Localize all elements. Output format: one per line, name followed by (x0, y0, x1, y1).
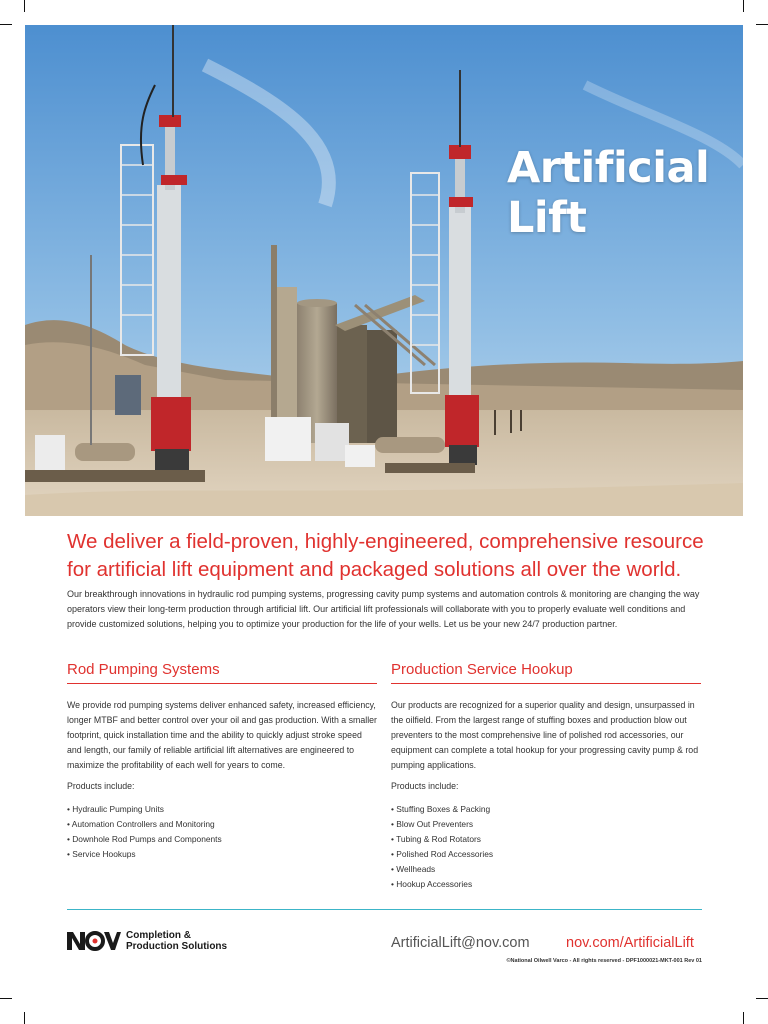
intro-paragraph: Our breakthrough innovations in hydraulic rod pumping systems, progressing cavity pump systems and automation controls & monitoring are changing the way operators view their long-term production through artificial lift. Our artificial lift professionals will collaborate with you to properly evaluate well conditions and provide customized solutions, helping you to optimize your production for the life of your wells. Let us be your new 24/7 production partner. (67, 589, 700, 629)
crop-mark (743, 1012, 744, 1024)
production-hookup-products-list (391, 802, 701, 892)
list-item: • Hydraulic Pumping Units (67, 804, 164, 814)
list-item: • Hookup Accessories (391, 879, 473, 889)
crop-mark (0, 24, 12, 25)
logo-text (126, 930, 227, 952)
list-item: • Blow Out Preventers (391, 819, 474, 829)
crop-mark (756, 998, 768, 999)
list-item: • Tubing & Rod Rotators (391, 834, 481, 844)
footer-divider (67, 909, 702, 910)
list-item: • Wellheads (391, 864, 436, 874)
title-line-2: Lift (507, 193, 587, 243)
list-item: • Polished Rod Accessories (391, 849, 494, 859)
crop-mark (24, 0, 25, 12)
list-item: • Service Hookups (67, 849, 136, 859)
nov-logo (67, 930, 227, 952)
copyright-notice: ©National Oilwell Varco - All rights reserved - DPF1000021-MKT-001 Rev 01 (506, 958, 702, 964)
title-line-1: Artificial (507, 143, 710, 193)
rod-pumping-products-label: Products include: (67, 781, 135, 791)
contact-email-link[interactable]: ArtificialLift@nov.com (391, 935, 530, 951)
oilfield-scene-illustration (25, 25, 743, 516)
rod-pumping-section (67, 660, 377, 862)
list-item: • Downhole Rod Pumps and Components (67, 834, 222, 844)
list-item: • Automation Controllers and Monitoring (67, 819, 215, 829)
headline: We deliver a field-proven, highly-engineered, comprehensive resource for artificial lift equipment and packaged solutions all over the world. (67, 530, 704, 581)
crop-mark (24, 1012, 25, 1024)
hero-photo (25, 25, 743, 516)
production-hookup-products-label: Products include: (391, 781, 459, 791)
production-hookup-body: Our products are recognized for a superior quality and design, unsurpassed in the oilfield. From the largest range of stuffing boxes and production blow out preventers to the most comprehensive line of polished rod accessories, our equipment can complete a total hookup for your progressing cavity pump & rod pumping applications. (391, 700, 699, 770)
crop-mark (756, 24, 768, 25)
production-hookup-section (391, 660, 701, 892)
list-item: • Stuffing Boxes & Packing (391, 804, 491, 814)
page-title (507, 143, 709, 243)
logo-line-1: Completion & (126, 930, 191, 941)
logo-line-2: Production Solutions (126, 941, 228, 952)
rod-pumping-body: We provide rod pumping systems deliver enhanced safety, increased efficiency, longer MTBF and better control over your oil and gas production. With a smaller footprint, quick installation time and the ability to quickly adjust stroke speed and length, our family of reliable artificial lift alternatives are engineered to maximize the profitability of each well for years to come. (67, 700, 377, 770)
nov-logo-icon (67, 930, 121, 952)
crop-mark (743, 0, 744, 12)
crop-mark (0, 998, 12, 999)
rod-pumping-heading: Rod Pumping Systems (67, 660, 377, 684)
website-link[interactable]: nov.com/ArtificialLift (566, 935, 694, 951)
production-hookup-heading: Production Service Hookup (391, 660, 701, 684)
rod-pumping-products-list (67, 802, 377, 862)
